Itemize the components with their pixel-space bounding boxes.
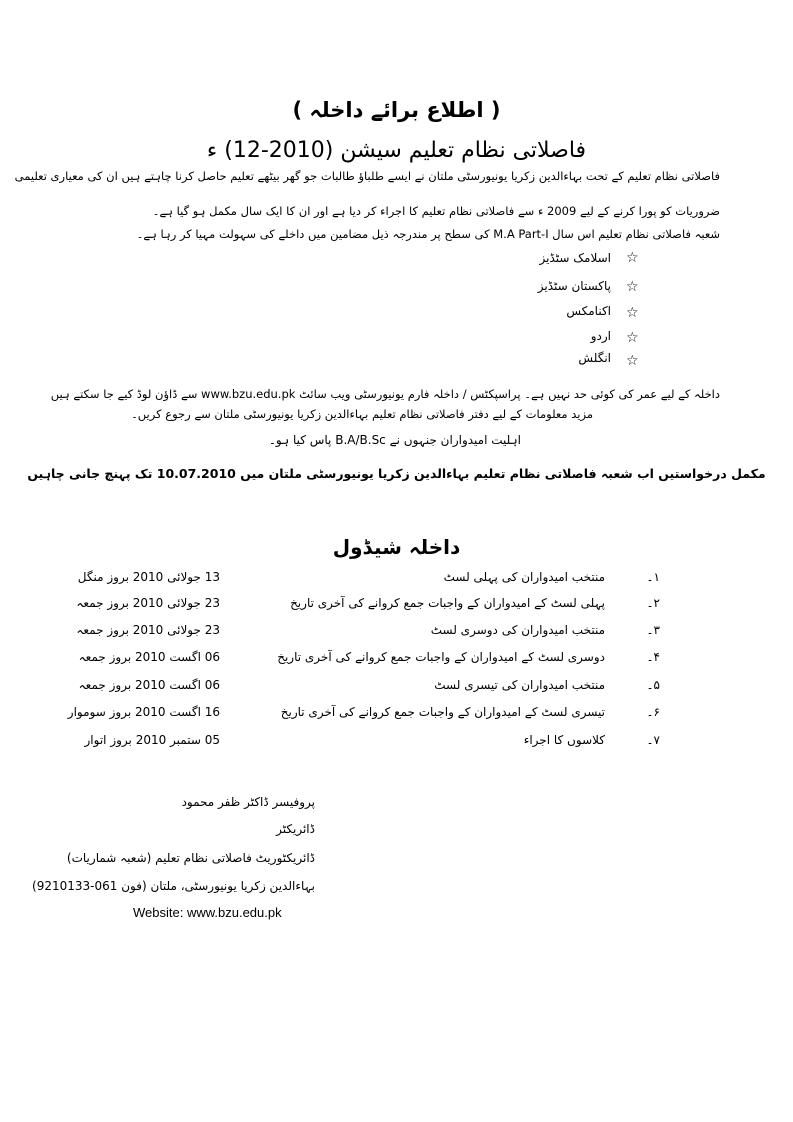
- row-description: دوسری لسٹ کے امیدواران کے واجبات جمع کروانے کی آخری تاریخ: [277, 650, 605, 664]
- schedule-row: [60, 623, 660, 643]
- star-icon: ☆: [626, 250, 639, 266]
- row-number: ۶۔: [646, 705, 660, 719]
- row-date: 16 اگست 2010 بروز سوموار: [67, 705, 220, 719]
- row-description: کلاسوں کا اجراء: [523, 733, 605, 747]
- info-line-1: داخلہ کے لیے عمر کی کوئی حد نہیں ہے۔ پراسپکٹس / داخلہ فارم یونیورسٹی ویب سائٹ www.bzu.edu.pk سے ڈاؤن لوڈ کیے جا سکتے ہیں: [50, 387, 720, 401]
- subject-item: اردو: [590, 329, 611, 343]
- schedule-row: [60, 570, 660, 590]
- row-number: ۷۔: [646, 733, 660, 747]
- subject-item: اسلامک سٹڈیز: [539, 251, 611, 265]
- row-description: منتخب امیدواران کی دوسری لسٹ: [430, 623, 605, 637]
- row-number: ۳۔: [646, 623, 660, 637]
- subject-item: پاکستان سٹڈیز: [537, 279, 611, 293]
- row-description: منتخب امیدواران کی پہلی لسٹ: [443, 570, 605, 584]
- intro-line-2: ضروریات کو پورا کرنے کے لیے 2009 ء سے فاصلاتی نظام تعلیم کا اجراء کر دیا ہے اور ان کا ایک سال مکمل ہو گیا ہے۔: [152, 204, 720, 218]
- info-line-2: مزید معلومات کے لیے دفتر فاصلاتی نظام تعلیم بہاءالدین زکریا یونیورسٹی ملتان سے رجوع کریں۔: [131, 407, 593, 421]
- row-date: 06 اگست 2010 بروز جمعہ: [78, 678, 220, 692]
- row-number: ۴۔: [646, 650, 660, 664]
- office-address: بہاءالدین زکریا یونیورسٹی، ملتان (فون 061-9210133): [32, 879, 315, 893]
- eligibility-line: اہلیت امیدواران جنہوں نے B.A/B.Sc پاس کیا ہو۔: [268, 433, 521, 447]
- subject-item: انگلش: [578, 351, 611, 365]
- row-number: ۵۔: [646, 678, 660, 692]
- row-number: ۲۔: [646, 596, 660, 610]
- row-date: 23 جولائی 2010 بروز جمعہ: [76, 623, 220, 637]
- schedule-row: [60, 733, 660, 753]
- row-date: 06 اگست 2010 بروز جمعہ: [78, 650, 220, 664]
- subject-item: اکنامکس: [566, 304, 611, 318]
- intro-line-3: شعبہ فاصلاتی نظام تعلیم اس سال M.A Part-I کی سطح پر مندرجہ ذیل مضامین میں داخلے کی سہولت مہیا کر رہا ہے۔: [136, 227, 720, 241]
- row-description: تیسری لسٹ کے امیدواران کے واجبات جمع کروانے کی آخری تاریخ: [280, 705, 605, 719]
- signatory-name: پروفیسر ڈاکٹر ظفر محمود: [181, 795, 315, 809]
- deadline-notice: مکمل درخواستیں اب شعبہ فاصلاتی نظام تعلیم بہاءالدین زکریا یونیورسٹی ملتان میں 10.07.2010 تک پہنچ جانی چاہیں: [27, 466, 766, 481]
- signatory-designation: ڈائریکٹر: [276, 822, 315, 836]
- star-icon: ☆: [626, 305, 639, 321]
- schedule-row: [60, 678, 660, 698]
- schedule-row: [60, 650, 660, 670]
- intro-line-1: فاصلاتی نظام تعلیم کے تحت بہاءالدین زکریا یونیورسٹی ملتان نے ایسے طلباؤ طالبات جو گھر بیٹھے تعلیم حاصل کرنا چاہتے ہیں ان کی معیاری تعلیمی: [14, 169, 720, 183]
- schedule-title: داخلہ شیڈول: [332, 535, 461, 559]
- row-number: ۱۔: [646, 570, 660, 584]
- website-link[interactable]: Website: www.bzu.edu.pk: [133, 905, 282, 920]
- star-icon: ☆: [626, 330, 639, 346]
- row-description: منتخب امیدواران کی تیسری لسٹ: [434, 678, 605, 692]
- row-date: 13 جولائی 2010 بروز منگل: [77, 570, 220, 584]
- row-date: 23 جولائی 2010 بروز جمعہ: [76, 596, 220, 610]
- schedule-row: [60, 705, 660, 725]
- star-icon: ☆: [626, 353, 639, 369]
- schedule-row: [60, 596, 660, 616]
- notice-title: ( اطلاع برائے داخلہ ): [292, 98, 501, 122]
- row-date: 05 ستمبر 2010 بروز اتوار: [84, 733, 220, 747]
- session-title: فاصلاتی نظام تعلیم سیشن (2010-12) ء: [206, 138, 587, 163]
- star-icon: ☆: [626, 279, 639, 295]
- office-name: ڈائریکٹوریٹ فاصلاتی نظام تعلیم (شعبہ شماریات): [66, 851, 315, 865]
- row-description: پہلی لسٹ کے امیدواران کے واجبات جمع کروانے کی آخری تاریخ: [290, 596, 605, 610]
